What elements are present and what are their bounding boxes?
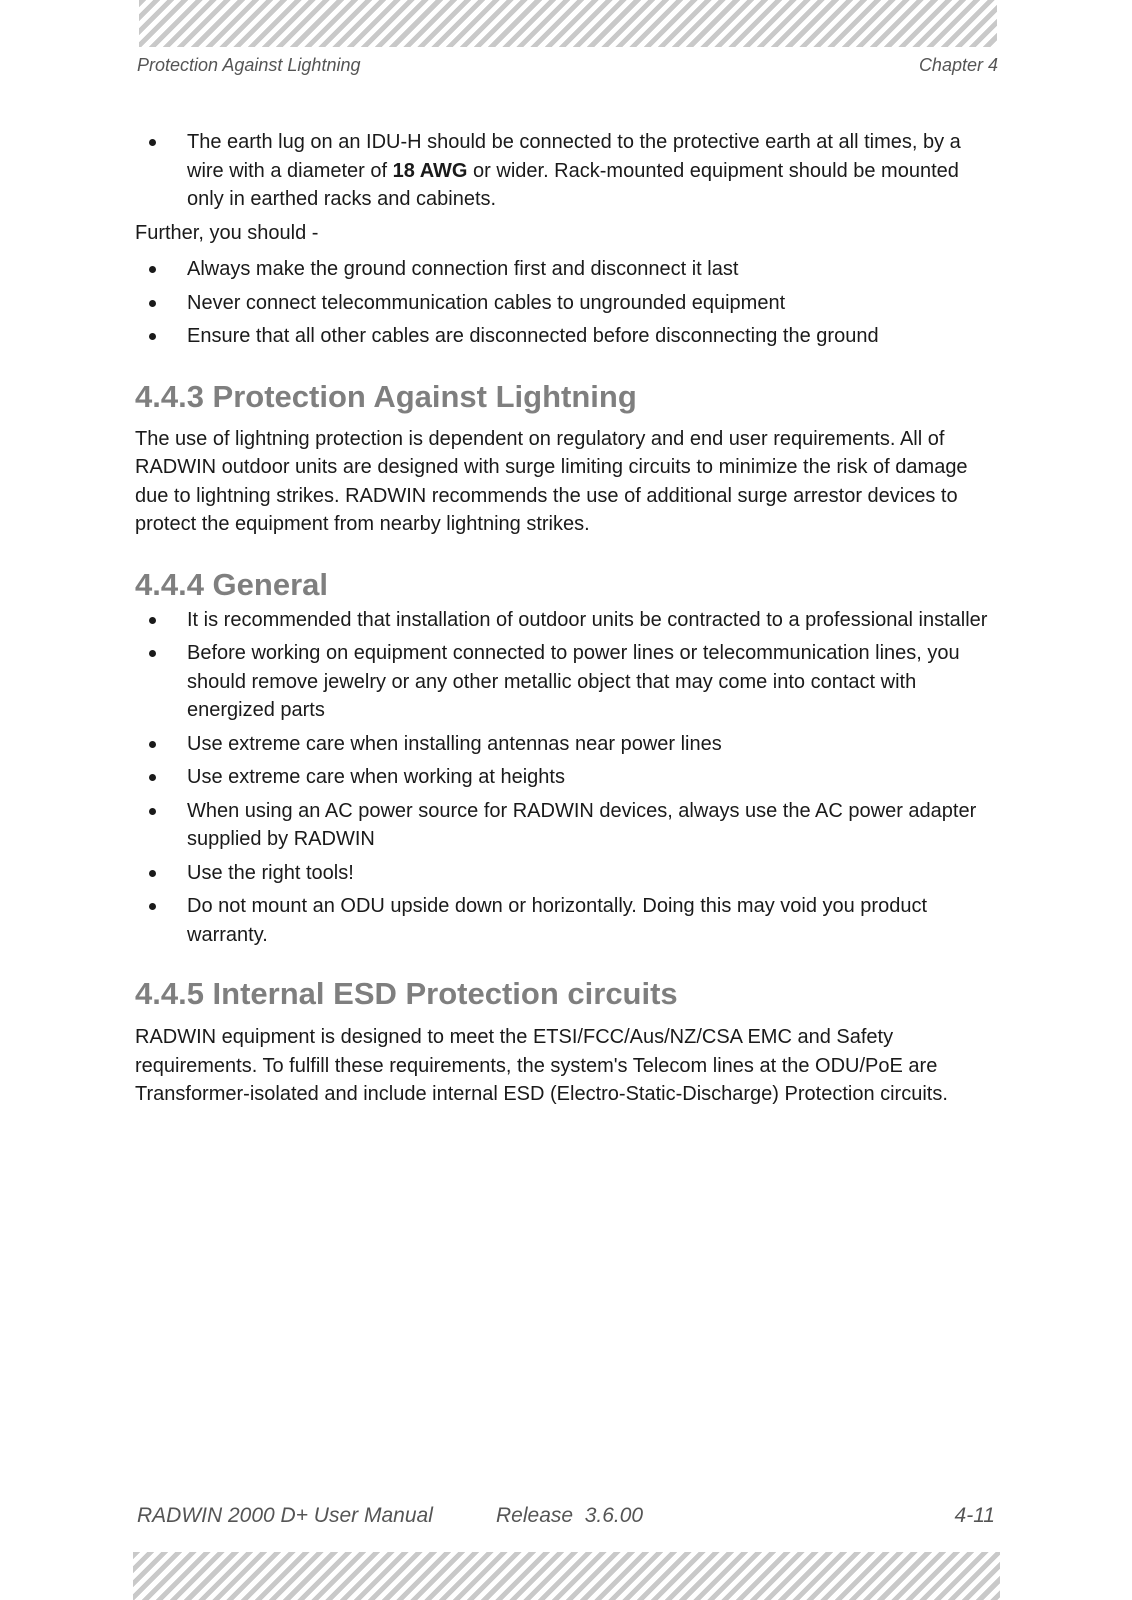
list-item: Never connect telecommunication cables to ungrounded equipment xyxy=(135,289,995,318)
further-bullet-list xyxy=(135,255,995,351)
general-bullet-list xyxy=(135,606,995,950)
list-item: When using an AC power source for RADWIN devices, always use the AC power adapter supplied by RADWIN xyxy=(135,797,995,854)
list-item: Use extreme care when installing antennas near power lines xyxy=(135,730,995,759)
list-item: Use extreme care when working at heights xyxy=(135,763,995,792)
intro-bullet-list xyxy=(135,128,995,214)
list-item: Ensure that all other cables are disconnected before disconnecting the ground xyxy=(135,322,995,351)
list-item: Do not mount an ODU upside down or horizontally. Doing this may void you product warranty. xyxy=(135,892,995,949)
footer-page-number: 4-11 xyxy=(954,1504,995,1527)
list-item: It is recommended that installation of outdoor units be contracted to a professional installer xyxy=(135,606,995,635)
section-heading-4-4-4: 4.4.4 General xyxy=(135,566,329,602)
footer-hatch-band xyxy=(133,1552,1000,1600)
list-item: Use the right tools! xyxy=(135,859,995,888)
list-item xyxy=(135,128,995,214)
running-header-title: Protection Against Lightning xyxy=(137,55,361,75)
footer-manual-title: RADWIN 2000 D+ User Manual xyxy=(137,1504,433,1527)
list-item: Always make the ground connection first and disconnect it last xyxy=(135,255,995,284)
page-content xyxy=(135,128,995,1109)
section-4-4-5-body: RADWIN equipment is designed to meet the ETSI/FCC/Aus/NZ/CSA EMC and Safety requirements. To fulfill these requirements, the system's Telecom lines at the ODU/PoE are Transformer-isolated and include internal ESD (Electro-Static-Discharge) Protection circuits. xyxy=(135,1026,948,1105)
list-item: Before working on equipment connected to power lines or telecommunication lines, you should remove jewelry or any other metallic object that may come into contact with energized parts xyxy=(135,639,995,725)
section-heading-4-4-3: 4.4.3 Protection Against Lightning xyxy=(135,378,637,414)
footer-release: Release 3.6.00 xyxy=(496,1504,644,1527)
header-hatch-band xyxy=(139,0,997,47)
intro-bullet-text-post: or wider. Rack-mounted equipment should be mounted only in earthed racks and cabinets. xyxy=(187,159,959,210)
intro-bullet-bold: 18 AWG xyxy=(392,159,468,182)
further-paragraph: Further, you should - xyxy=(135,221,319,244)
intro-bullet-text-pre: The earth lug on an IDU-H should be connected to the protective earth at all times, by a wire with a diameter of xyxy=(187,131,961,182)
section-heading-4-4-5: 4.4.5 Internal ESD Protection circuits xyxy=(135,976,678,1011)
section-4-4-3-body: The use of lightning protection is dependent on regulatory and end user requirements. All of RADWIN outdoor units are designed with surge limiting circuits to minimize the risk of damage due to lightning strikes. RADWIN recommends the use of additional surge arrestor devices to protect the equipment from nearby lightning strikes. xyxy=(135,427,968,535)
running-header-chapter: Chapter 4 xyxy=(918,55,998,75)
